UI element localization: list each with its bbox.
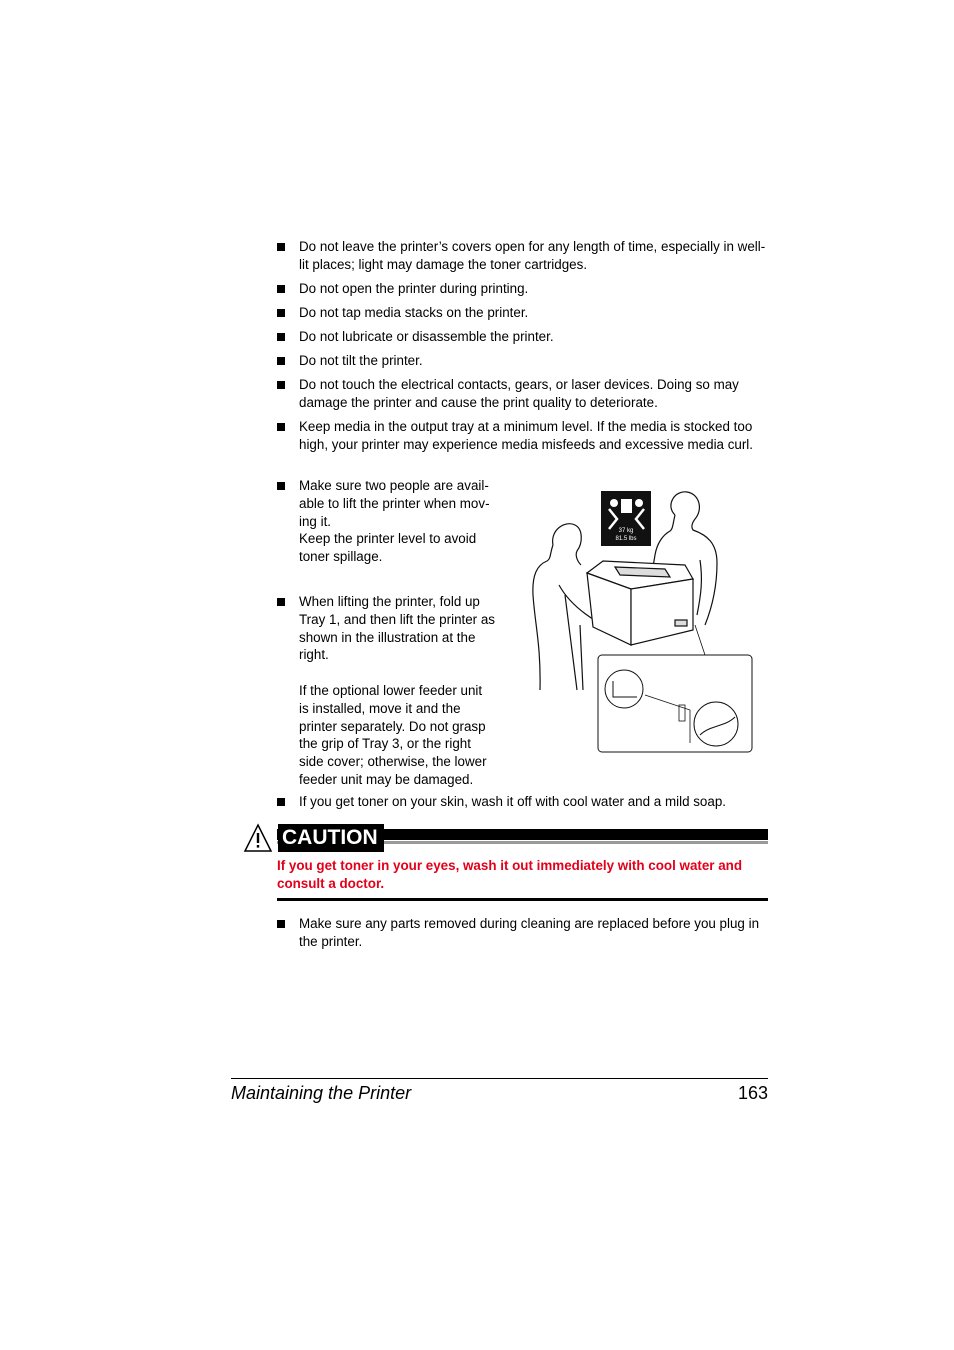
weight-kg-label: 37 kg (618, 528, 634, 534)
caution-bottom-rule (277, 898, 768, 901)
bullet-marker (277, 309, 285, 317)
bullet-marker (277, 598, 285, 606)
weight-lbs-label: 81.5 lbs (615, 536, 637, 542)
page-number: 163 (737, 1083, 768, 1103)
text-line: Tray 1, and then lift the printer as (299, 611, 496, 627)
text-line: right. (299, 647, 329, 663)
bullet-marker (277, 333, 285, 341)
list-item-text: Keep media in the output tray at a minimum level. If the media is stocked too high, your printer may experience media misfeeds and excessive media curl. (299, 419, 754, 452)
bullet-marker (277, 285, 285, 293)
text-line: If the optional lower feeder unit (299, 682, 483, 698)
list-item-text: Do not touch the electrical contacts, gears, or laser devices. Doing so may damage the printer and cause the print quality to deteriorate. (299, 377, 739, 410)
list-item-text: Do not tilt the printer. (299, 353, 423, 368)
text-line: Keep the printer level to avoid (299, 531, 477, 547)
text-line: ing it. (299, 513, 332, 529)
warning-triangle-icon (243, 823, 273, 853)
list-item-text: Do not leave the printer’s covers open for any length of time, especially in well-lit places; light may damage the toner cartridges. (299, 239, 766, 272)
text-line: shown in the illustration at the (299, 629, 476, 645)
lifting-printer-illustration (525, 485, 760, 760)
bullet-marker (277, 423, 285, 431)
text-line: the grip of Tray 3, or the right (299, 736, 471, 752)
text-line: able to lift the printer when mov- (299, 495, 490, 511)
text-line: When lifting the printer, fold up (299, 594, 480, 609)
bullet-marker (277, 798, 285, 806)
text-line: is installed, move it and the (299, 700, 461, 716)
list-item-text: Do not lubricate or disassemble the printer. (299, 329, 554, 344)
list-item-text: Make sure any parts removed during cleaning are replaced before you plug in the printer. (299, 916, 760, 949)
grip-detail-box (598, 655, 752, 752)
list-item-text: Do not open the printer during printing. (299, 281, 529, 296)
list-item-text (299, 593, 529, 789)
footer-rule (231, 1078, 768, 1079)
bullet-marker (277, 920, 285, 928)
footer-chapter-title: Maintaining the Printer (231, 1083, 412, 1103)
two-person-lift-label (601, 491, 651, 546)
text-line: printer separately. Do not grasp (299, 718, 486, 734)
bullet-marker (277, 357, 285, 365)
printer-figure (587, 561, 693, 645)
caution-text: If you get toner in your eyes, wash it out immediately with cool water and consult a doctor. (277, 858, 743, 891)
caution-heading: CAUTION (278, 824, 384, 852)
list-item-text (299, 477, 529, 566)
list-item-text: Do not tap media stacks on the printer. (299, 305, 529, 320)
text-line: Make sure two people are avail- (299, 478, 489, 493)
bullet-marker (277, 381, 285, 389)
text-line: toner spillage. (299, 549, 383, 565)
bullet-marker (277, 482, 285, 490)
bullet-marker (277, 243, 285, 251)
text-line: side cover; otherwise, the lower (299, 754, 487, 770)
text-line: feeder unit may be damaged. (299, 771, 474, 787)
list-item-text: If you get toner on your skin, wash it off with cool water and a mild soap. (299, 794, 726, 809)
